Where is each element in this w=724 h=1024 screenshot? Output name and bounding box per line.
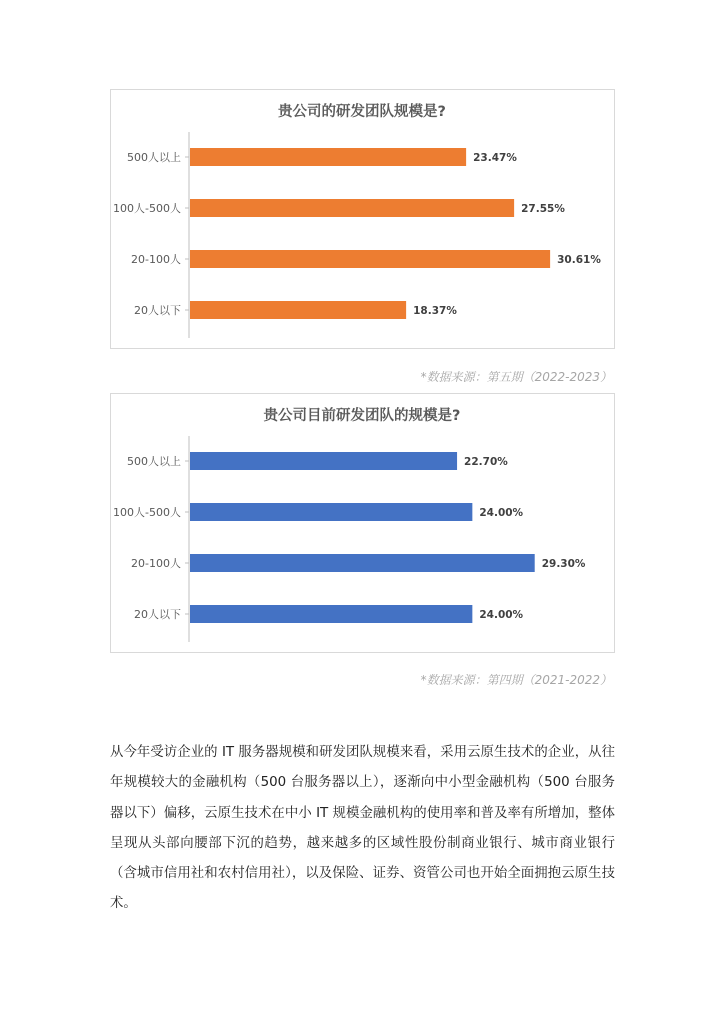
chart-rd-team-size-current [110, 89, 615, 349]
data-label: 29.30% [541, 558, 586, 570]
bar [190, 148, 466, 166]
chart-title: 贵公司的研发团队规模是? [278, 104, 446, 120]
category-label: 20人以下 [134, 304, 181, 317]
category-label: 500人以上 [127, 151, 181, 164]
bar [190, 503, 472, 521]
data-label: 23.47% [473, 152, 517, 164]
bar [190, 199, 514, 217]
chart-rd-team-size-previous [110, 393, 615, 653]
chart-title: 贵公司目前研发团队的规模是? [263, 408, 461, 424]
bar-chart-svg [111, 90, 614, 348]
body-paragraph: 从今年受访企业的 IT 服务器规模和研发团队规模来看，采用云原生技术的企业，从往年规模较大的金融机构（500 台服务器以上），逐渐向中小型金融机构（500 台服务器以下）偏移，云原生技术在中小 IT 规模金融机构的使用率和普及率有所增加，整体呈现从头部向腰部下沉的趋势，越来越多的区域性股份制商业银行、城市商业银行（含城市信用社和农村信用社），以及保险、证券、资管公司也开始全面拥抱云原生技术。 [110, 745, 615, 912]
data-label: 18.37% [413, 305, 457, 317]
source-note: *数据来源：第四期（2021-2022） [420, 673, 612, 687]
data-label: 30.61% [557, 254, 601, 266]
category-label: 20-100人 [131, 557, 181, 570]
data-label: 27.55% [521, 203, 565, 215]
bar [190, 605, 472, 623]
category-label: 100人-500人 [113, 202, 181, 215]
bar-chart-svg [111, 394, 614, 652]
category-label: 20-100人 [131, 253, 181, 266]
category-label: 500人以上 [127, 455, 181, 468]
bar [190, 301, 406, 319]
bar [190, 452, 457, 470]
category-label: 100人-500人 [113, 506, 181, 519]
bar [190, 554, 535, 572]
data-label: 24.00% [479, 609, 524, 621]
data-label: 24.00% [479, 507, 524, 519]
bar [190, 250, 550, 268]
data-label: 22.70% [464, 456, 508, 468]
source-note: *数据来源：第五期（2022-2023） [420, 370, 612, 384]
category-label: 20人以下 [134, 608, 181, 621]
